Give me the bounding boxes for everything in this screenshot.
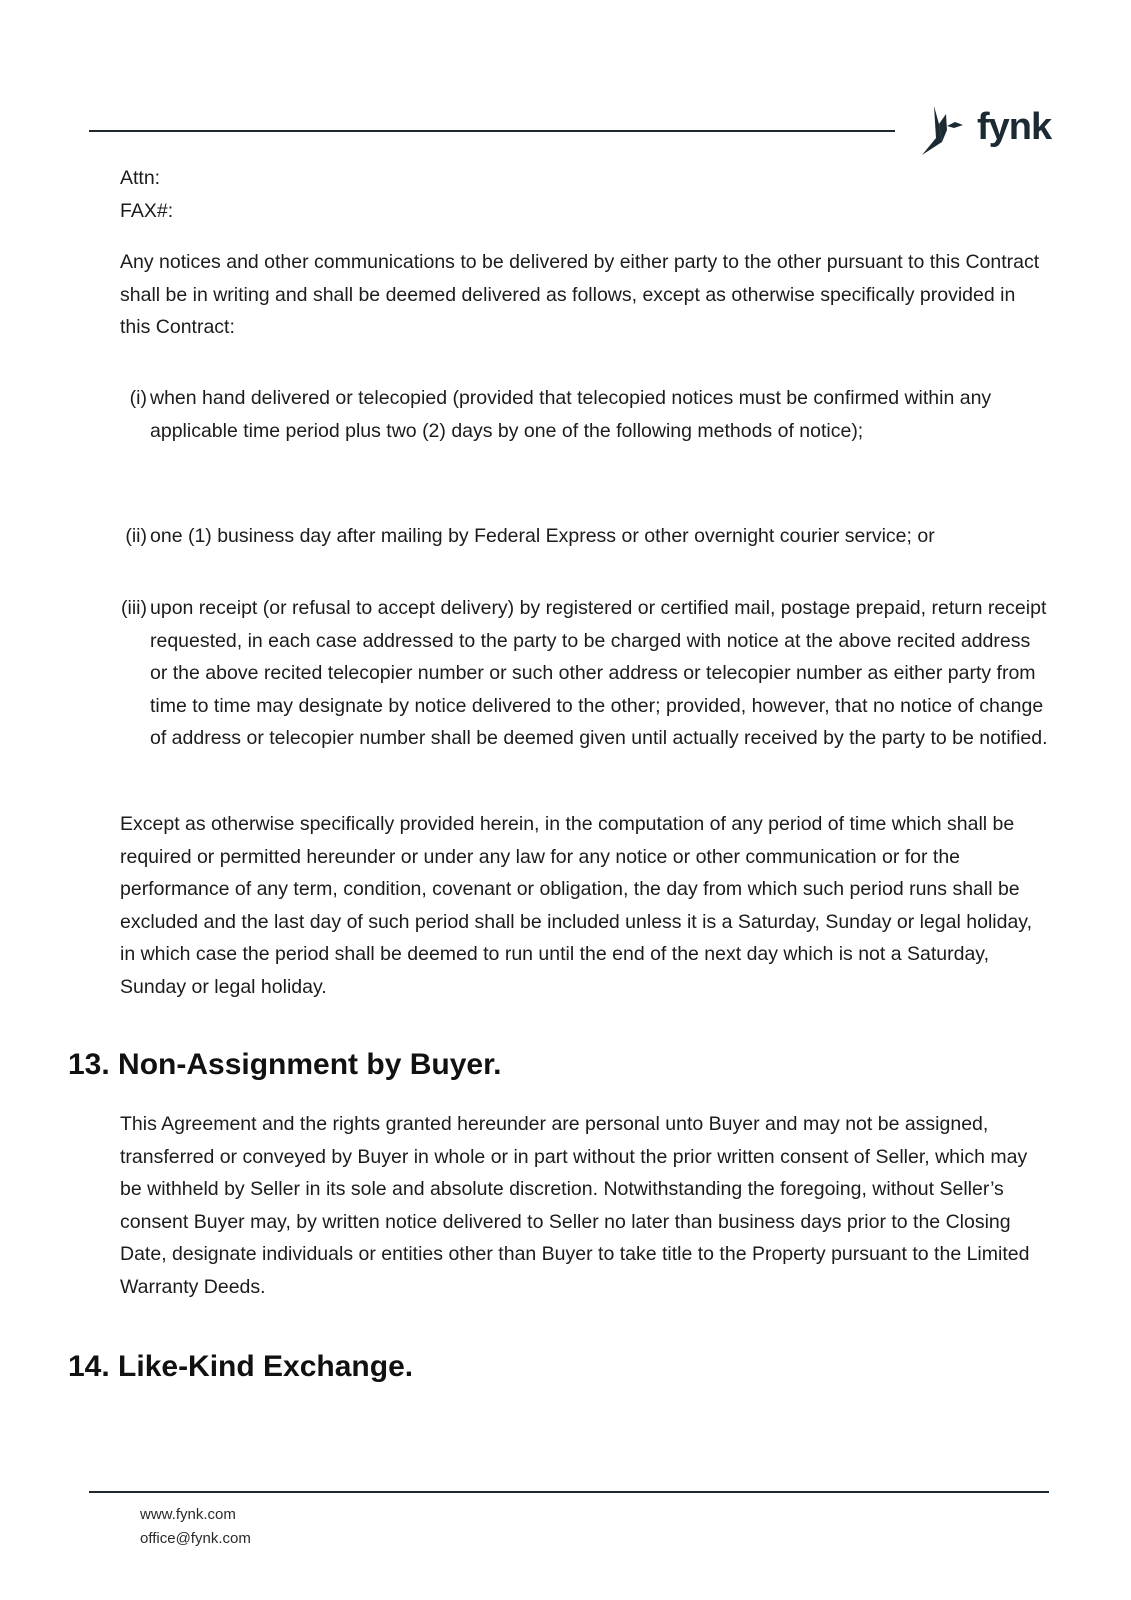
notice-method-item [125, 520, 1050, 553]
time-computation-paragraph: Except as otherwise specifically provided herein, in the computation of any period of time which shall be required or permitted hereunder or under any law for any notice or other communication or for the performance of any term, condition, covenant or obligation, the day from which such period runs shall be excluded and the last day of such period shall be included unless it is a Saturday, Sunday or legal holiday, in which case the period shall be deemed to run until the end of the next day which is not a Saturday, Sunday or legal holiday. [120, 813, 1033, 998]
footer-email[interactable]: office@fynk.com [140, 1530, 251, 1547]
attn-label: Attn: [120, 167, 161, 189]
list-marker: (iii) [121, 597, 147, 619]
footer [140, 1503, 251, 1551]
header-divider [89, 130, 895, 132]
notices-intro: Any notices and other communications to be delivered by either party to the other pursuant to this Contract shall be in writing and shall be deemed delivered as follows, except as otherwise specifically provided in this Contract: [120, 251, 1040, 338]
list-marker: (ii) [125, 525, 147, 547]
list-item-text: one (1) business day after mailing by Federal Express or other overnight courier service; or [150, 525, 935, 547]
list-item-text: when hand delivered or telecopied (provided that telecopied notices must be confirmed within any applicable time period plus two (2) days by one of the following methods of notice); [150, 387, 992, 442]
brand-logo [920, 104, 1050, 160]
brand-name: fynk [977, 106, 1052, 148]
fynk-bird-icon [920, 104, 970, 156]
fax-label: FAX#: [120, 199, 174, 222]
notice-method-item [129, 382, 1050, 447]
section-body: This Agreement and the rights granted hereunder are personal unto Buyer and may not be assigned, transferred or conveyed by Buyer in whole or in part without the prior written consent of Seller, which may be withheld by Seller in its sole and absolute discretion. Notwithstanding the foregoing, without Seller’s consent Buyer may, by written notice delivered to Seller no later than business days prior to the Closing Date, designate individuals or entities other than Buyer to take title to the Property pursuant to the Limited Warranty Deeds. [120, 1113, 1030, 1298]
notice-method-item [121, 592, 1050, 755]
section-heading: 13. Non-Assignment by Buyer. [68, 1048, 502, 1081]
contact-block [120, 162, 1050, 227]
footer-website[interactable]: www.fynk.com [140, 1506, 236, 1523]
list-marker: (i) [129, 387, 147, 409]
footer-divider [89, 1491, 1049, 1493]
list-item-text: upon receipt (or refusal to accept delivery) by registered or certified mail, postage prepaid, return receipt requested, in each case addressed to the party to be charged with notice at the above recited address or the above recited telecopier number or such other address or telecopier number as either party from time to time may designate by notice delivered to the other; provided, however, that no notice of change of address or telecopier number shall be deemed given until actually received by the party to be notified. [150, 597, 1048, 749]
section-heading: 14. Like-Kind Exchange. [68, 1350, 414, 1383]
